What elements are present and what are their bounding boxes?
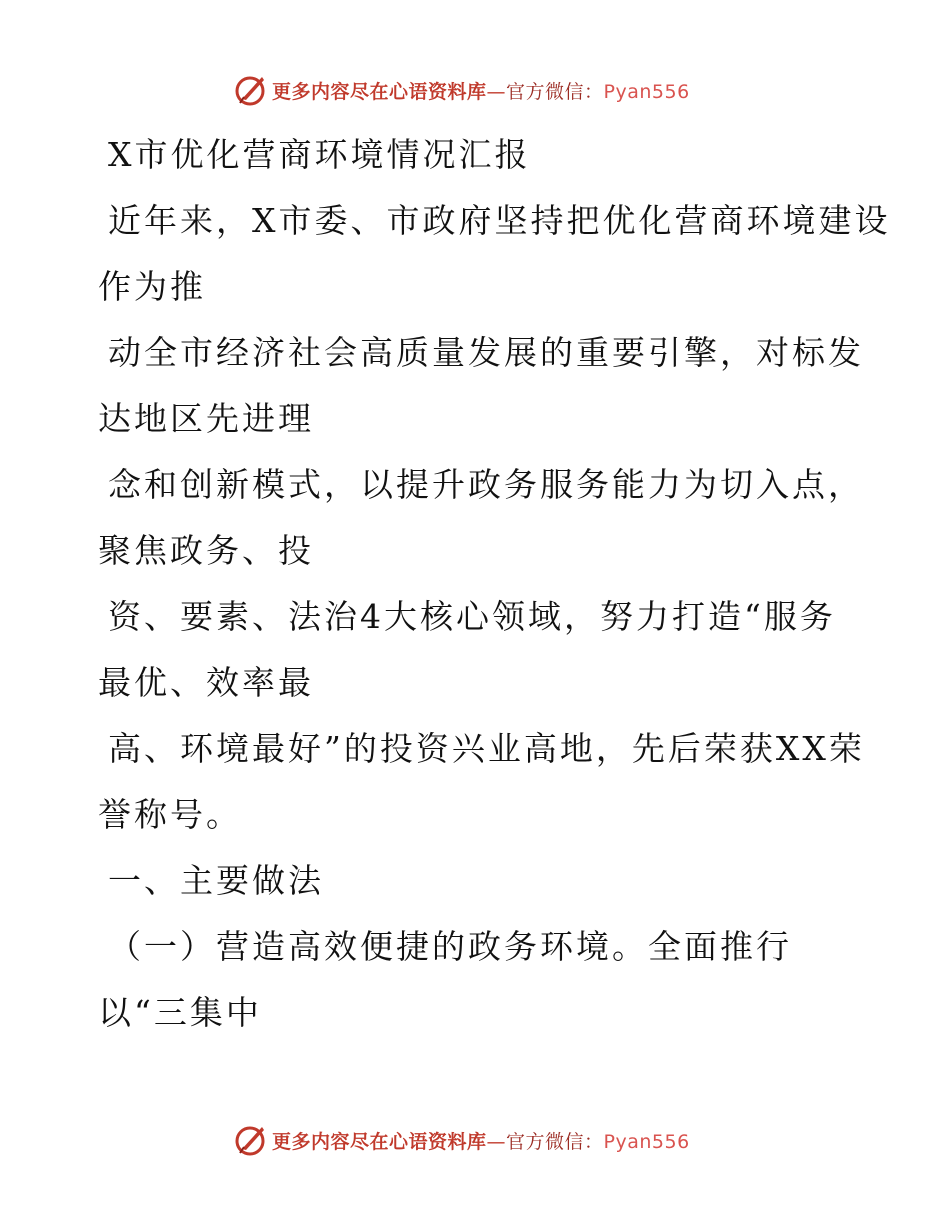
paragraph-line: 念和创新模式，以提升政务服务能力为切入点， xyxy=(108,465,864,504)
watermark-separator: — xyxy=(486,80,507,103)
section-heading xyxy=(98,848,898,914)
document-title-text: X市优化营商环境情况汇报 xyxy=(108,135,531,174)
paragraph-line: 资、要素、法治4大核心领域，努力打造“服务 xyxy=(108,597,836,636)
watermark-site: 更多内容尽在心语资料库 xyxy=(272,80,487,103)
watermark-separator: — xyxy=(486,1130,507,1153)
paragraph-line: 最优、效率最 xyxy=(98,663,314,702)
watermark-wechat-label: 官方微信： xyxy=(506,1130,604,1153)
paragraph xyxy=(98,716,898,848)
paragraph-line: 近年来，X市委、市政府坚持把优化营商环境建设 xyxy=(108,201,891,240)
header-watermark xyxy=(234,72,690,108)
paragraph-line: 高、环境最好”的投资兴业高地，先后荣获XX荣 xyxy=(108,729,865,768)
paragraph xyxy=(98,914,898,1046)
paragraph xyxy=(98,320,898,452)
section-heading-text: 一、主要做法 xyxy=(108,861,324,900)
watermark-text xyxy=(272,77,690,104)
document-body xyxy=(98,122,898,1046)
watermark-site: 更多内容尽在心语资料库 xyxy=(272,1130,487,1153)
paragraph-line: （一）营造高效便捷的政务环境。全面推行 xyxy=(108,927,792,966)
watermark-wechat-id: Pyan556 xyxy=(603,80,690,103)
watermark-text xyxy=(272,1127,690,1154)
quill-pen-logo-icon xyxy=(234,1123,268,1157)
document-title xyxy=(98,122,898,188)
paragraph-line: 誉称号。 xyxy=(98,795,242,834)
watermark-wechat-id: Pyan556 xyxy=(603,1130,690,1153)
watermark-wechat-label: 官方微信： xyxy=(506,80,604,103)
paragraph-line: 动全市经济社会高质量发展的重要引擎，对标发 xyxy=(108,333,864,372)
paragraph-line: 作为推 xyxy=(98,267,206,306)
paragraph xyxy=(98,188,898,320)
paragraph xyxy=(98,584,898,716)
paragraph-line: 达地区先进理 xyxy=(98,399,314,438)
paragraph xyxy=(98,452,898,584)
footer-watermark xyxy=(234,1122,690,1158)
paragraph-line: 聚焦政务、投 xyxy=(98,531,314,570)
quill-pen-logo-icon xyxy=(234,73,268,107)
paragraph-line: 以“三集中 xyxy=(98,993,262,1032)
